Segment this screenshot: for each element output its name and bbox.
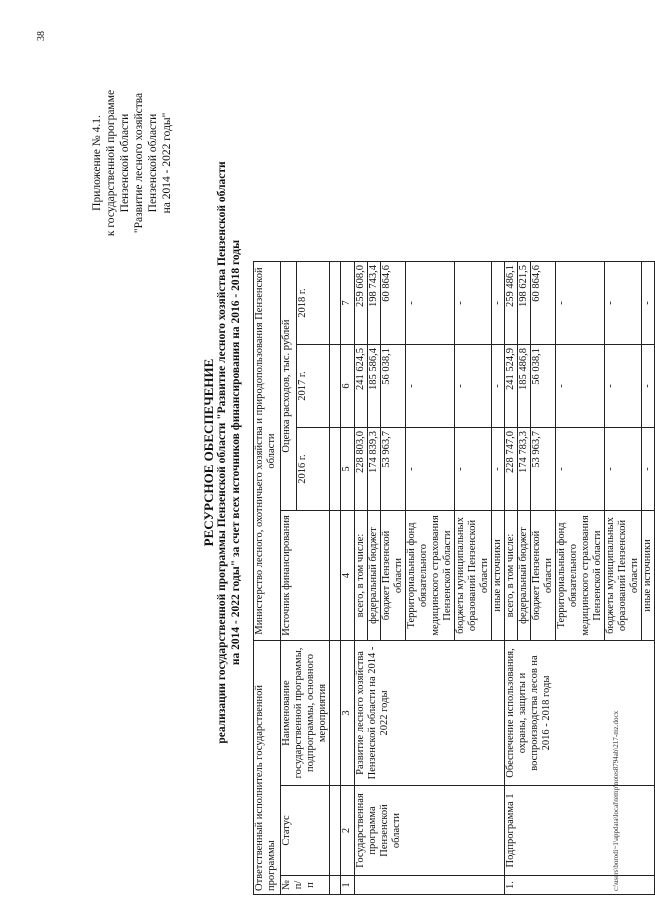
header-2016: 2016 г. xyxy=(296,428,329,511)
header-status: Статус xyxy=(281,786,330,876)
appendix-line: Приложение № 4.1. xyxy=(91,115,103,211)
cell-2017: - xyxy=(406,345,455,428)
row-name: Обеспечение использования, охраны, защиты и воспроизводства лесов на 2016 - 2018 годы xyxy=(505,641,655,786)
header-source: Источник финансирования xyxy=(281,511,330,641)
row-source: бюджет Пензенской области xyxy=(381,511,406,641)
cell-2018: - xyxy=(455,262,492,345)
cell-2018: - xyxy=(642,262,655,345)
executor-value: Министерство лесного, охотничьего хозяйства и природопользования Пензенской области xyxy=(254,262,281,641)
row-status: Подпрограмма 1 xyxy=(505,786,655,876)
row-name: Развитие лесного хозяйства Пензенской области на 2014 - 2022 годы xyxy=(355,641,505,786)
cell-2017: 185 586,4 xyxy=(368,345,381,428)
cell-2016: 53 963,7 xyxy=(531,428,556,511)
col-number: 4 xyxy=(341,511,355,641)
row-source: иные источники xyxy=(492,511,505,641)
header-2018: 2018 г. xyxy=(296,262,329,345)
row-source: федеральный бюджет xyxy=(368,511,381,641)
cell-2018: 259 486,1 xyxy=(505,262,518,345)
cell-2016: - xyxy=(455,428,492,511)
header-2017: 2017 г. xyxy=(296,345,329,428)
cell-2017: - xyxy=(642,345,655,428)
cell-2016: - xyxy=(605,428,642,511)
cell-2018: 259 608,0 xyxy=(355,262,368,345)
cell-2017: - xyxy=(455,345,492,428)
cell-2017: 56 038,1 xyxy=(531,345,556,428)
row-source: Территориальный фонд обязательного медицинского страхования Пензенской области xyxy=(556,511,605,641)
cell-2017: 185 486,8 xyxy=(518,345,531,428)
table-row xyxy=(355,262,368,895)
page-number: 38 xyxy=(36,31,47,41)
cell-2016: - xyxy=(556,428,605,511)
row-num xyxy=(355,876,505,895)
appendix-line: Пензенской области xyxy=(119,113,131,213)
resource-table xyxy=(253,261,655,895)
cell-2017: 241 524,9 xyxy=(505,345,518,428)
cell-2017: - xyxy=(556,345,605,428)
document-subtitle-line1: реализации государственной программы Пензенской области "Развитие лесного хозяйства Пензенской области xyxy=(216,161,228,744)
cell-2018: 60 864,6 xyxy=(531,262,556,345)
row-source: бюджет Пензенской области xyxy=(531,511,556,641)
col-number: 3 xyxy=(341,641,355,786)
cell-2016: 228 803,0 xyxy=(355,428,368,511)
cell-2016: - xyxy=(406,428,455,511)
header-estimate: Оценка расходов, тыс. рублей xyxy=(281,262,297,511)
cell-2018: 198 621,5 xyxy=(518,262,531,345)
appendix-line: к государственной программе xyxy=(105,89,117,237)
cell-2016: - xyxy=(492,428,505,511)
row-source: всего, в том числе: xyxy=(505,511,518,641)
col-number: 2 xyxy=(341,786,355,876)
header-name: Наименование государственной программы, подпрограммы, основного мероприятия xyxy=(281,641,330,786)
row-source: всего, в том числе: xyxy=(355,511,368,641)
col-number: 6 xyxy=(341,345,355,428)
cell-2017: 241 624,5 xyxy=(355,345,368,428)
appendix-line: "Развитие лесного хозяйства xyxy=(133,92,145,234)
executor-label: Ответственный исполнитель государственной программы xyxy=(254,641,281,895)
cell-2016: - xyxy=(642,428,655,511)
document-title: РЕСУРСНОЕ ОБЕСПЕЧЕНИЕ xyxy=(201,358,216,547)
row-status: Государственная программа Пензенской области xyxy=(355,786,505,876)
col-number: 7 xyxy=(341,262,355,345)
col-number: 5 xyxy=(341,428,355,511)
row-source: иные источники xyxy=(642,511,655,641)
col-number: 1 xyxy=(341,876,355,895)
cell-2018: 198 743,4 xyxy=(368,262,381,345)
cell-2018: - xyxy=(492,262,505,345)
cell-2017: - xyxy=(605,345,642,428)
cell-2018: - xyxy=(556,262,605,345)
appendix-note xyxy=(90,53,174,273)
cell-2016: 53 963,7 xyxy=(381,428,406,511)
cell-2017: - xyxy=(492,345,505,428)
cell-2017: 56 038,1 xyxy=(381,345,406,428)
cell-2018: - xyxy=(406,262,455,345)
header-num: № п/п xyxy=(281,876,330,895)
cell-2018: - xyxy=(605,262,642,345)
cell-2018: 60 864,6 xyxy=(381,262,406,345)
appendix-line: на 2014 - 2022 годы" xyxy=(161,112,173,214)
table-row xyxy=(505,262,518,895)
appendix-line: Пензенской области xyxy=(147,113,159,213)
row-source: бюджеты муниципальных образований Пензенской области xyxy=(455,511,492,641)
cell-2016: 228 747,0 xyxy=(505,428,518,511)
row-source: федеральный бюджет xyxy=(518,511,531,641)
cell-2016: 174 783,3 xyxy=(518,428,531,511)
row-num: 1. xyxy=(505,876,655,895)
row-source: бюджеты муниципальных образований Пензенской области xyxy=(605,511,642,641)
document-subtitle-line2: на 2014 - 2022 годы" за счет всех источников финансирования на 2016 - 2018 годы xyxy=(230,239,242,666)
file-path-footer: c:\users\borodi~1\appdata\local\temp\notes8794ab\217-mz.docx xyxy=(612,710,620,891)
row-source: Территориальный фонд обязательного медицинского страхования Пензенской области xyxy=(406,511,455,641)
cell-2016: 174 839,3 xyxy=(368,428,381,511)
